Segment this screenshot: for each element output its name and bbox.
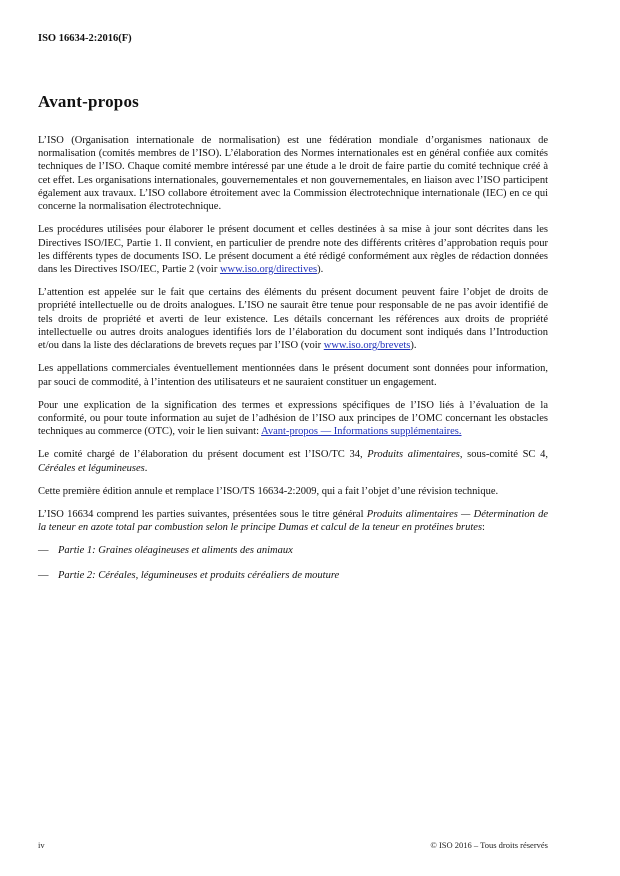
- page-title: Avant-propos: [38, 92, 139, 111]
- series-general-title: Produits alimentaires — Détermination de la teneur en azote total par combustion selon le principe Dumas et calcul de la teneur en protéines brutes: [38, 509, 548, 534]
- committee-name: Produits alimentaires: [367, 449, 460, 461]
- page-header: [38, 28, 548, 46]
- copyright-notice: © ISO 2016 – Tous droits réservés: [430, 840, 548, 850]
- list-dash: —: [38, 545, 49, 557]
- page-number: iv: [38, 840, 45, 850]
- paragraph-text-segment: , sous-comité SC 4,: [459, 449, 548, 461]
- foreword-supplementary-info-link[interactable]: Avant-propos — Informations supplémentaires.: [261, 426, 462, 438]
- iso-directives-link[interactable]: www.iso.org/directives: [219, 263, 318, 275]
- part-2-title: Partie 2: Céréales, légumineuses et produits céréaliers de mouture: [58, 569, 340, 581]
- paragraph-text-segment: ).: [410, 340, 417, 352]
- parts-list: [38, 544, 548, 581]
- part-1-title: Partie 1: Graines oléagineuses et aliments des animaux: [58, 545, 293, 557]
- list-item: [38, 544, 548, 557]
- paragraph-text-segment: ).: [317, 263, 324, 275]
- paragraph-patents: [38, 286, 548, 352]
- paragraph-text-segment: .: [144, 462, 148, 474]
- paragraph-text-segment: L’attention est appelée sur le fait que certains des éléments du présent document peuvent faire l’objet de droits de propriété intellectuelle ou de droits analogues. L’ISO ne saurait être tenue pour responsable de ne pas avoir identifié de tels droits de propriété et averti de leur existence. Les détails concernant les références aux droits de propriété intellectuelle ou autres droits analogues identifiés lors de l’élaboration du document sont indiqués dans l’Introduction et/ou dans la liste des déclarations de brevets reçues par l’ISO (voir: [38, 287, 548, 352]
- paragraph-text-segment: Pour une explication de la signification des termes et expressions spécifiques de l’ISO liés à l’évaluation de la conformité, ou pour toute information au sujet de l’adhésion de l’ISO aux principes de l’OMC concernant les obstacles techniques au commerce (OTC), voir le lien suivant:: [38, 399, 548, 438]
- paragraph-edition: Cette première édition annule et remplace l’ISO/TS 16634-2:2009, qui a fait l’objet d’une révision technique.: [38, 485, 499, 497]
- paragraph-iso-intro: L’ISO (Organisation internationale de normalisation) est une fédération mondiale d’organismes nationaux de normalisation (comités membres de l’ISO). L’élaboration des Normes internationales est en général confiée aux comités techniques de l’ISO. Chaque comité membre intéressé par une étude a le droit de faire partie du comité technique créé à cet effet. Les organisations internationales, gouvernementales et non gouvernementales, en liaison avec l’ISO participent également aux travaux. L’ISO collabore étroitement avec la Commission électrotechnique internationale (IEC) en ce qui concerne la normalisation électrotechnique.: [38, 135, 548, 213]
- paragraph-text-segment: L’ISO 16634 comprend les parties suivantes, présentées sous le titre général: [38, 509, 367, 521]
- list-item: [38, 569, 548, 582]
- iso-brevets-link[interactable]: www.iso.org/brevets: [323, 340, 411, 352]
- subcommittee-name: Céréales et légumineuses: [38, 462, 145, 474]
- paragraph-text-segment: Les procédures utilisées pour élaborer le présent document et celles destinées à sa mise à jour sont décrites dans les Directives ISO/IEC, Partie 1. Il convient, en particulier de prendre note des différents critères d’approbation requis pour les différents types de documents ISO. Le présent document a été rédigé conformément aux règles de rédaction données dans les Directives ISO/IEC, Partie 2 (voir: [38, 224, 548, 275]
- paragraph-committee: [38, 448, 548, 474]
- paragraph-trade-names: Les appellations commerciales éventuellement mentionnées dans le présent document sont données pour information, par souci de commodité, à l’intention des utilisateurs et ne sauraient constituer un engagement.: [38, 363, 548, 388]
- paragraph-series-title: [38, 508, 548, 534]
- doc-reference: ISO 16634-2:2016(F): [38, 33, 132, 44]
- paragraph-wto: [38, 399, 548, 439]
- list-dash: —: [38, 569, 49, 581]
- page-footer: [38, 840, 548, 850]
- paragraph-text-segment: Le comité chargé de l’élaboration du présent document est l’ISO/TC 34,: [38, 449, 368, 461]
- paragraph-procedures: [38, 223, 548, 276]
- paragraph-text-segment: :: [482, 522, 485, 534]
